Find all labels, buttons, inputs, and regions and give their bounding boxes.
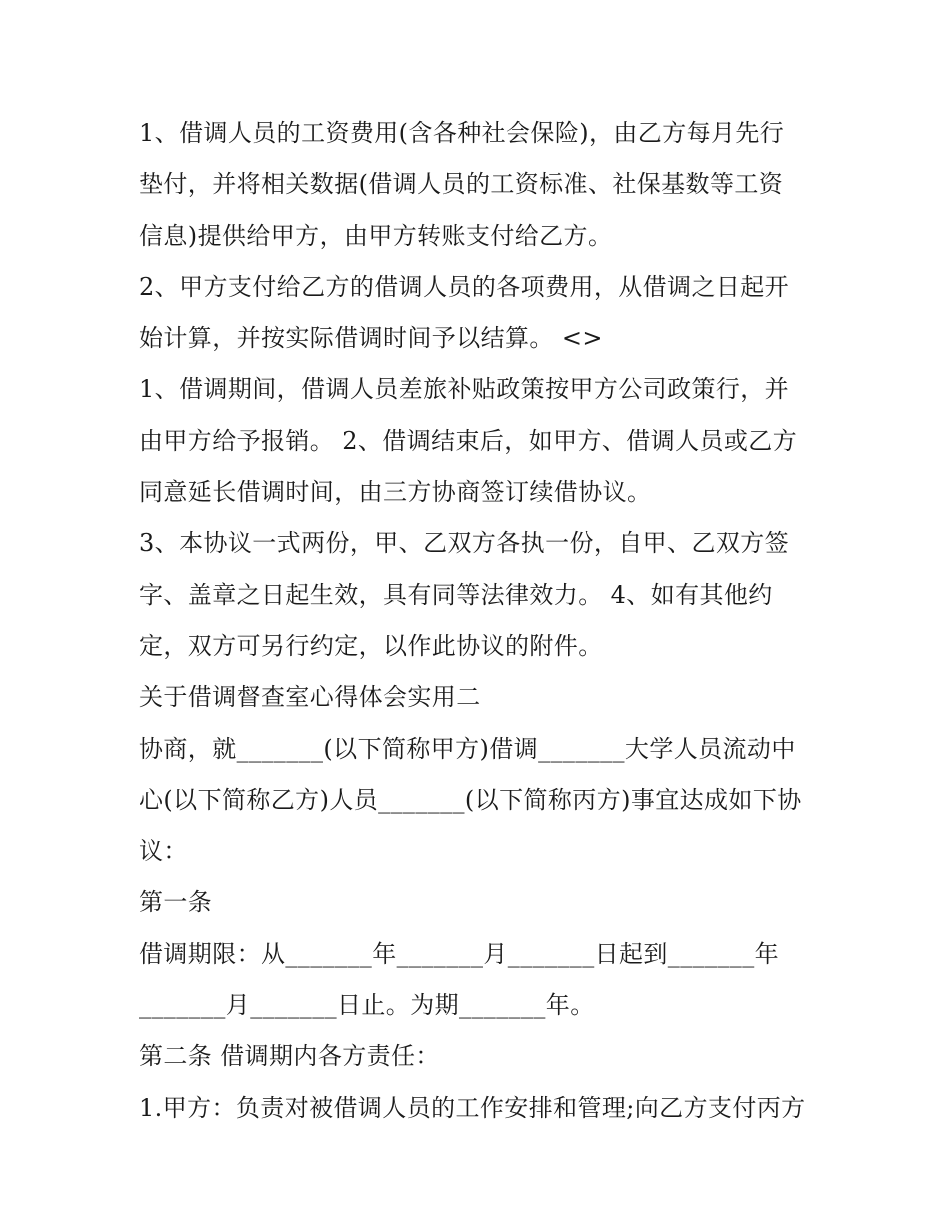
text-line: 第一条 (139, 888, 213, 917)
text-line: 心(以下简称乙方)人员_______(以下简称丙方)事宜达成如下协 (139, 785, 802, 814)
article-one-heading (139, 877, 811, 928)
paragraph-secondment-term (139, 929, 811, 1032)
text-line: 1、借调期间，借调人员差旅补贴政策按甲方公司政策行，并 (139, 375, 790, 404)
text-line: 借调期限：从_______年_______月_______日起到_______年 (139, 939, 779, 968)
text-line: 1、借调人员的工资费用(含各种社会保险)，由乙方每月先行 (139, 119, 785, 147)
text-line: 信息)提供给甲方，由甲方转账支付给乙方。 (139, 221, 613, 250)
text-line: 议： (139, 837, 188, 866)
text-line: 关于借调督查室心得体会实用二 (139, 683, 481, 712)
paragraph-fee-settlement (139, 262, 811, 365)
text-line: 垫付，并将相关数据(借调人员的工资标准、社保基数等工资 (139, 170, 784, 199)
paragraph-party-a-duties (139, 1083, 811, 1134)
text-line: 1.甲方：负责对被借调人员的工作安排和管理;向乙方支付丙方 (139, 1093, 806, 1122)
text-line: _______月_______日止。为期_______年。 (139, 991, 595, 1020)
text-line: 第二条 借调期内各方责任： (139, 1042, 440, 1071)
text-line: 始计算，并按实际借调时间予以结算。 <> (139, 324, 603, 353)
article-two-heading (139, 1031, 811, 1082)
paragraph-salary-costs (139, 108, 811, 262)
text-line: 由甲方给予报销。 2、借调结束后，如甲方、借调人员或乙方 (139, 426, 798, 455)
text-line: 3、本协议一式两份，甲、乙双方各执一份，自甲、乙双方签 (139, 529, 790, 558)
section-heading (139, 672, 811, 723)
document-body (139, 108, 811, 1134)
text-line: 协商，就_______(以下简称甲方)借调_______大学人员流动中 (139, 734, 796, 763)
text-line: 定，双方可另行约定，以作此协议的附件。 (139, 631, 603, 660)
text-line: 2、甲方支付给乙方的借调人员的各项费用，从借调之日起开 (139, 272, 790, 301)
paragraph-parties (139, 724, 811, 878)
text-line: 同意延长借调时间，由三方协商签订续借协议。 (139, 478, 652, 507)
text-line: 字、盖章之日起生效，具有同等法律效力。 4、如有其他约 (139, 580, 773, 609)
paragraph-travel-allowance (139, 364, 811, 518)
paragraph-agreement-copies (139, 518, 811, 672)
